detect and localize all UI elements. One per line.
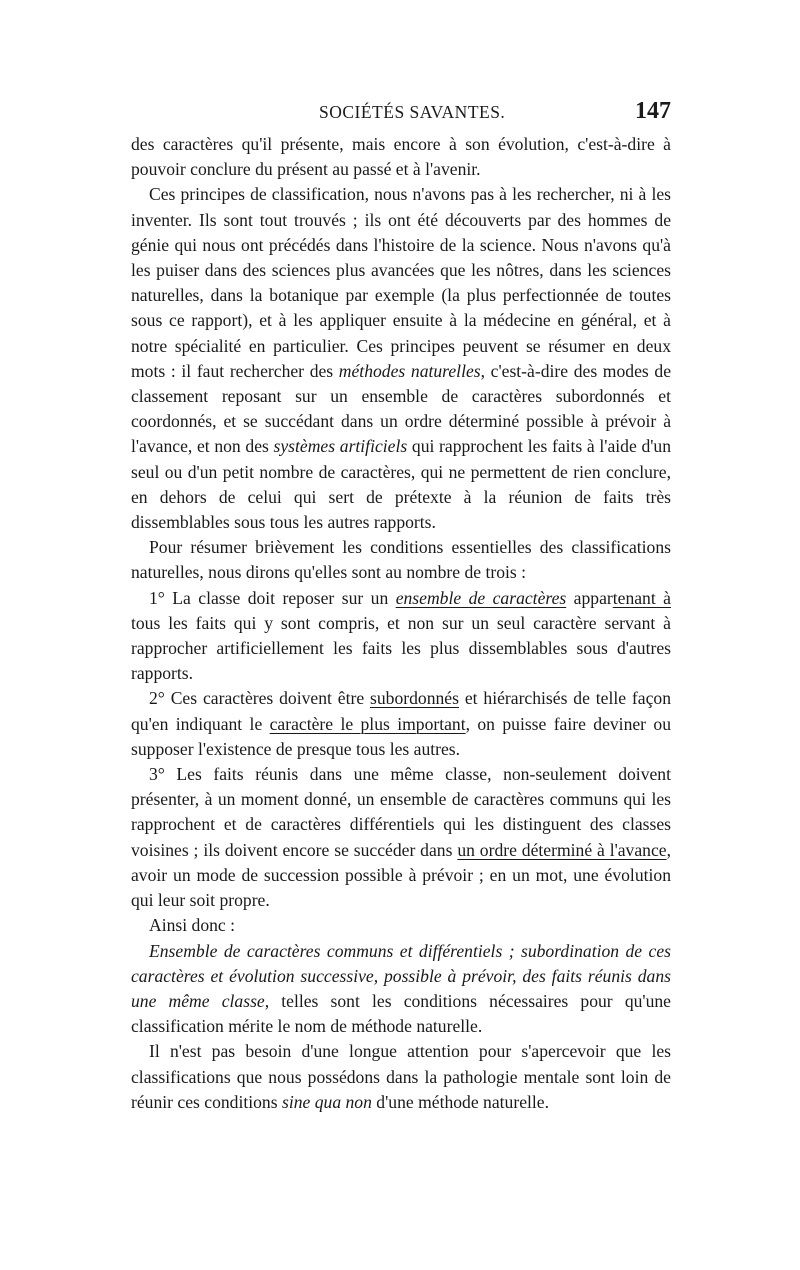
- italic-term: sine qua non: [281, 1091, 372, 1112]
- paragraph: 1° La classe doit reposer sur un ensemble de caractères appartenant à tous les faits qui y sont compris, et non sur un seul caractère servant à rapprocher artificiellement les faits les plus dissemblables sous d'autres rapports.: [131, 587, 671, 684]
- italic-term: Ensemble de caractères communs et différentiels ; subordination de ces caractères et évolution successive, possible à prévoir, des faits réunis dans une même classe: [131, 940, 671, 1011]
- paragraph: Ensemble de caractères communs et différentiels ; subordination de ces caractères et évolution successive, possible à prévoir, des faits réunis dans une même classe, telles sont les conditions nécessaires pour qu'une classification mérite le nom de méthode naturelle.: [131, 940, 671, 1037]
- page-number: 147: [635, 98, 671, 124]
- paragraph: Pour résumer brièvement les conditions essentielles des classifications naturelles, nous dirons qu'elles sont au nombre de trois :: [131, 537, 671, 583]
- running-head: [131, 98, 671, 132]
- paragraph: Ainsi donc :: [149, 915, 236, 936]
- book-page: [131, 98, 671, 1115]
- paragraph: des caractères qu'il présente, mais encore à son évolution, c'est-à-dire à pouvoir conclure du présent au passé et à l'avenir.: [131, 134, 671, 180]
- underlined-term: caractère le plus important: [269, 713, 466, 734]
- paragraph: Ces principes de classification, nous n'avons pas à les rechercher, ni à les inventer. Ils sont tout trouvés ; ils ont été découverts par des hommes de génie qui nous ont précédés dans l'histoire de la science. Nous n'avons qu'à les puiser dans des sciences plus avancées que les nôtres, dans les sciences naturelles, dans la botanique par exemple (la plus perfectionnée de toutes sous ce rapport), et à les appliquer ensuite à la médecine en général, et à notre spécialité en particulier. Ces principes peuvent se résumer en deux mots : il faut rechercher des méthodes naturelles, c'est-à-dire des modes de classement reposant sur un ensemble de caractères subordonnés et coordonnés, et se succédant dans un ordre déterminé possible à prévoir à l'avance, et non des systèmes artificiels qui rapprochent les faits à l'aide d'un seul ou d'un petit nombre de caractères, qui ne permettent de rien conclure, en dehors de celui qui sert de prétexte à la réunion de faits très dissemblables sous tous les autres rapports.: [131, 184, 672, 533]
- underlined-term: un ordre déterminé à l'avance: [457, 839, 667, 860]
- underlined-term: subordonnés: [370, 688, 459, 709]
- paragraph: Il n'est pas besoin d'une longue attention pour s'apercevoir que les classifications que nous possédons dans la pathologie mentale sont loin de réunir ces conditions sine qua non d'une méthode naturelle.: [131, 1041, 671, 1112]
- underlined-term: tenant à: [612, 587, 671, 608]
- paragraph: 3° Les faits réunis dans une même classe, non-seulement doivent présenter, à un moment donné, un ensemble de caractères communs qui les rapprochent et de caractères différentiels qui les distinguent des classes voisines ; ils doivent encore se succéder dans un ordre déterminé à l'avance, avoir un mode de succession possible à prévoir ; en un mot, une évolution qui leur soit propre.: [131, 764, 671, 911]
- body-text: [131, 132, 671, 1115]
- paragraph: 2° Ces caractères doivent être subordonnés et hiérarchisés de telle façon qu'en indiquant le caractère le plus important, on puisse faire deviner ou supposer l'existence de presque tous les autres.: [131, 688, 671, 759]
- italic-term: méthodes naturelles: [338, 360, 481, 381]
- underlined-term: ensemble de caractères: [395, 587, 567, 608]
- italic-term: systèmes artificiels: [273, 436, 408, 457]
- running-title: SOCIÉTÉS SAVANTES.: [319, 102, 506, 122]
